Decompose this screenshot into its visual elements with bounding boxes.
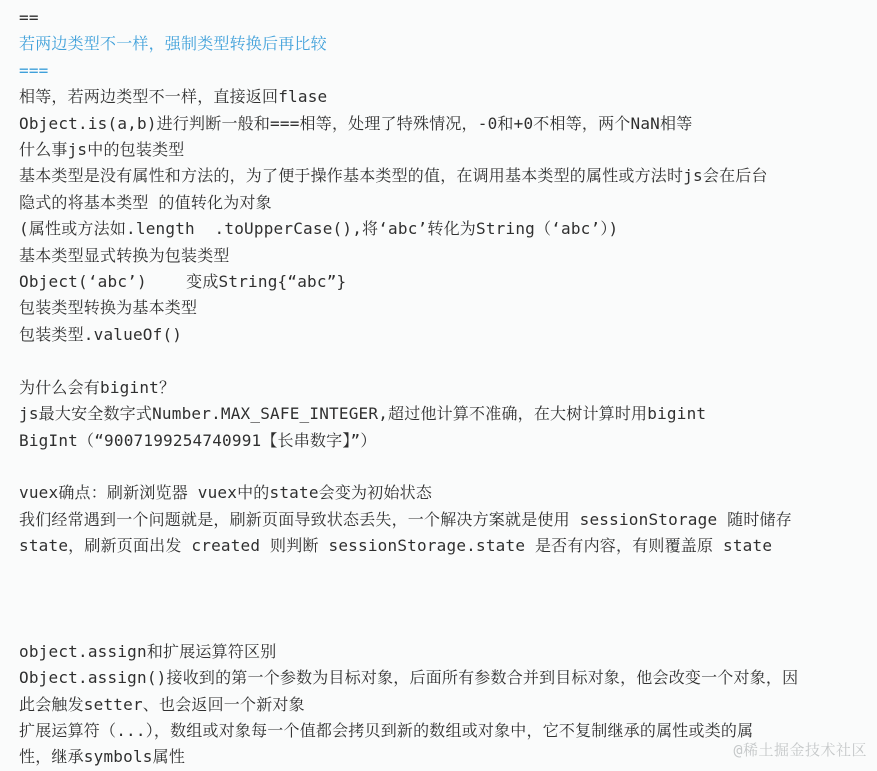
text-line: 包装类型.valueOf() bbox=[19, 324, 183, 344]
text-line: 为什么会有bigint？ bbox=[19, 377, 176, 397]
text-lines bbox=[19, 5, 867, 771]
text-line: 性，继承symbols属性 bbox=[19, 747, 186, 767]
text-line: 隐式的将基本类型 的值转化为对象 bbox=[19, 192, 272, 212]
text-line: 什么事js中的包装类型 bbox=[19, 140, 185, 160]
blank-line bbox=[19, 454, 867, 480]
text-line: state，刷新页面出发 created 则判断 sessionStorage.state 是否有内容，有则覆盖原 state bbox=[19, 536, 773, 556]
text-line: (属性或方法如.length .toUpperCase(),将‘abc’转化为String（‘abc’）) bbox=[19, 219, 619, 239]
text-line: vuex确点：刷新浏览器 vuex中的state会变为初始状态 bbox=[19, 483, 433, 503]
text-line: 此会触发setter、也会返回一个新对象 bbox=[19, 694, 305, 714]
juejin-watermark: @稀土掘金技术社区 bbox=[733, 741, 867, 759]
text-line: 相等，若两边类型不一样，直接返回flase bbox=[19, 87, 328, 107]
text-line: 扩展运算符（...），数组或对象每一个值都会拷贝到新的数组或对象中，它不复制继承的属性或类的属 bbox=[19, 720, 754, 740]
text-line: Object.assign()接收到的第一个参数为目标对象，后面所有参数合并到目标对象，他会改变一个对象，因 bbox=[19, 668, 799, 688]
text-line: Object.is(a,b)进行判断一般和===相等，处理了特殊情况，-0和+0不相等，两个NaN相等 bbox=[19, 113, 693, 133]
text-line: 我们经常遇到一个问题就是，刷新页面导致状态丢失，一个解决方案就是使用 sessionStorage 随时储存 bbox=[19, 509, 792, 529]
text-line: BigInt（“9007199254740991【长串数字】”） bbox=[19, 430, 377, 450]
text-line: object.assign和扩展运算符区别 bbox=[19, 641, 277, 661]
text-line: Object(‘abc’) 变成String{“abc”} bbox=[19, 272, 347, 292]
blank-line bbox=[19, 560, 867, 586]
text-line: === bbox=[19, 60, 49, 80]
text-line: js最大安全数字式Number.MAX_SAFE_INTEGER,超过他计算不准确，在大树计算时用bigint bbox=[19, 404, 707, 424]
text-line: == bbox=[19, 8, 39, 27]
blank-line bbox=[19, 586, 867, 612]
blank-line bbox=[19, 348, 867, 374]
text-line: 若两边类型不一样，强制类型转换后再比较 bbox=[19, 34, 327, 54]
text-line: 包装类型转换为基本类型 bbox=[19, 298, 198, 318]
text-line: 基本类型显式转换为包装类型 bbox=[19, 245, 230, 265]
blank-line bbox=[19, 612, 867, 638]
text-line: 基本类型是没有属性和方法的，为了便于操作基本类型的值，在调用基本类型的属性或方法时js会在后台 bbox=[19, 166, 768, 186]
